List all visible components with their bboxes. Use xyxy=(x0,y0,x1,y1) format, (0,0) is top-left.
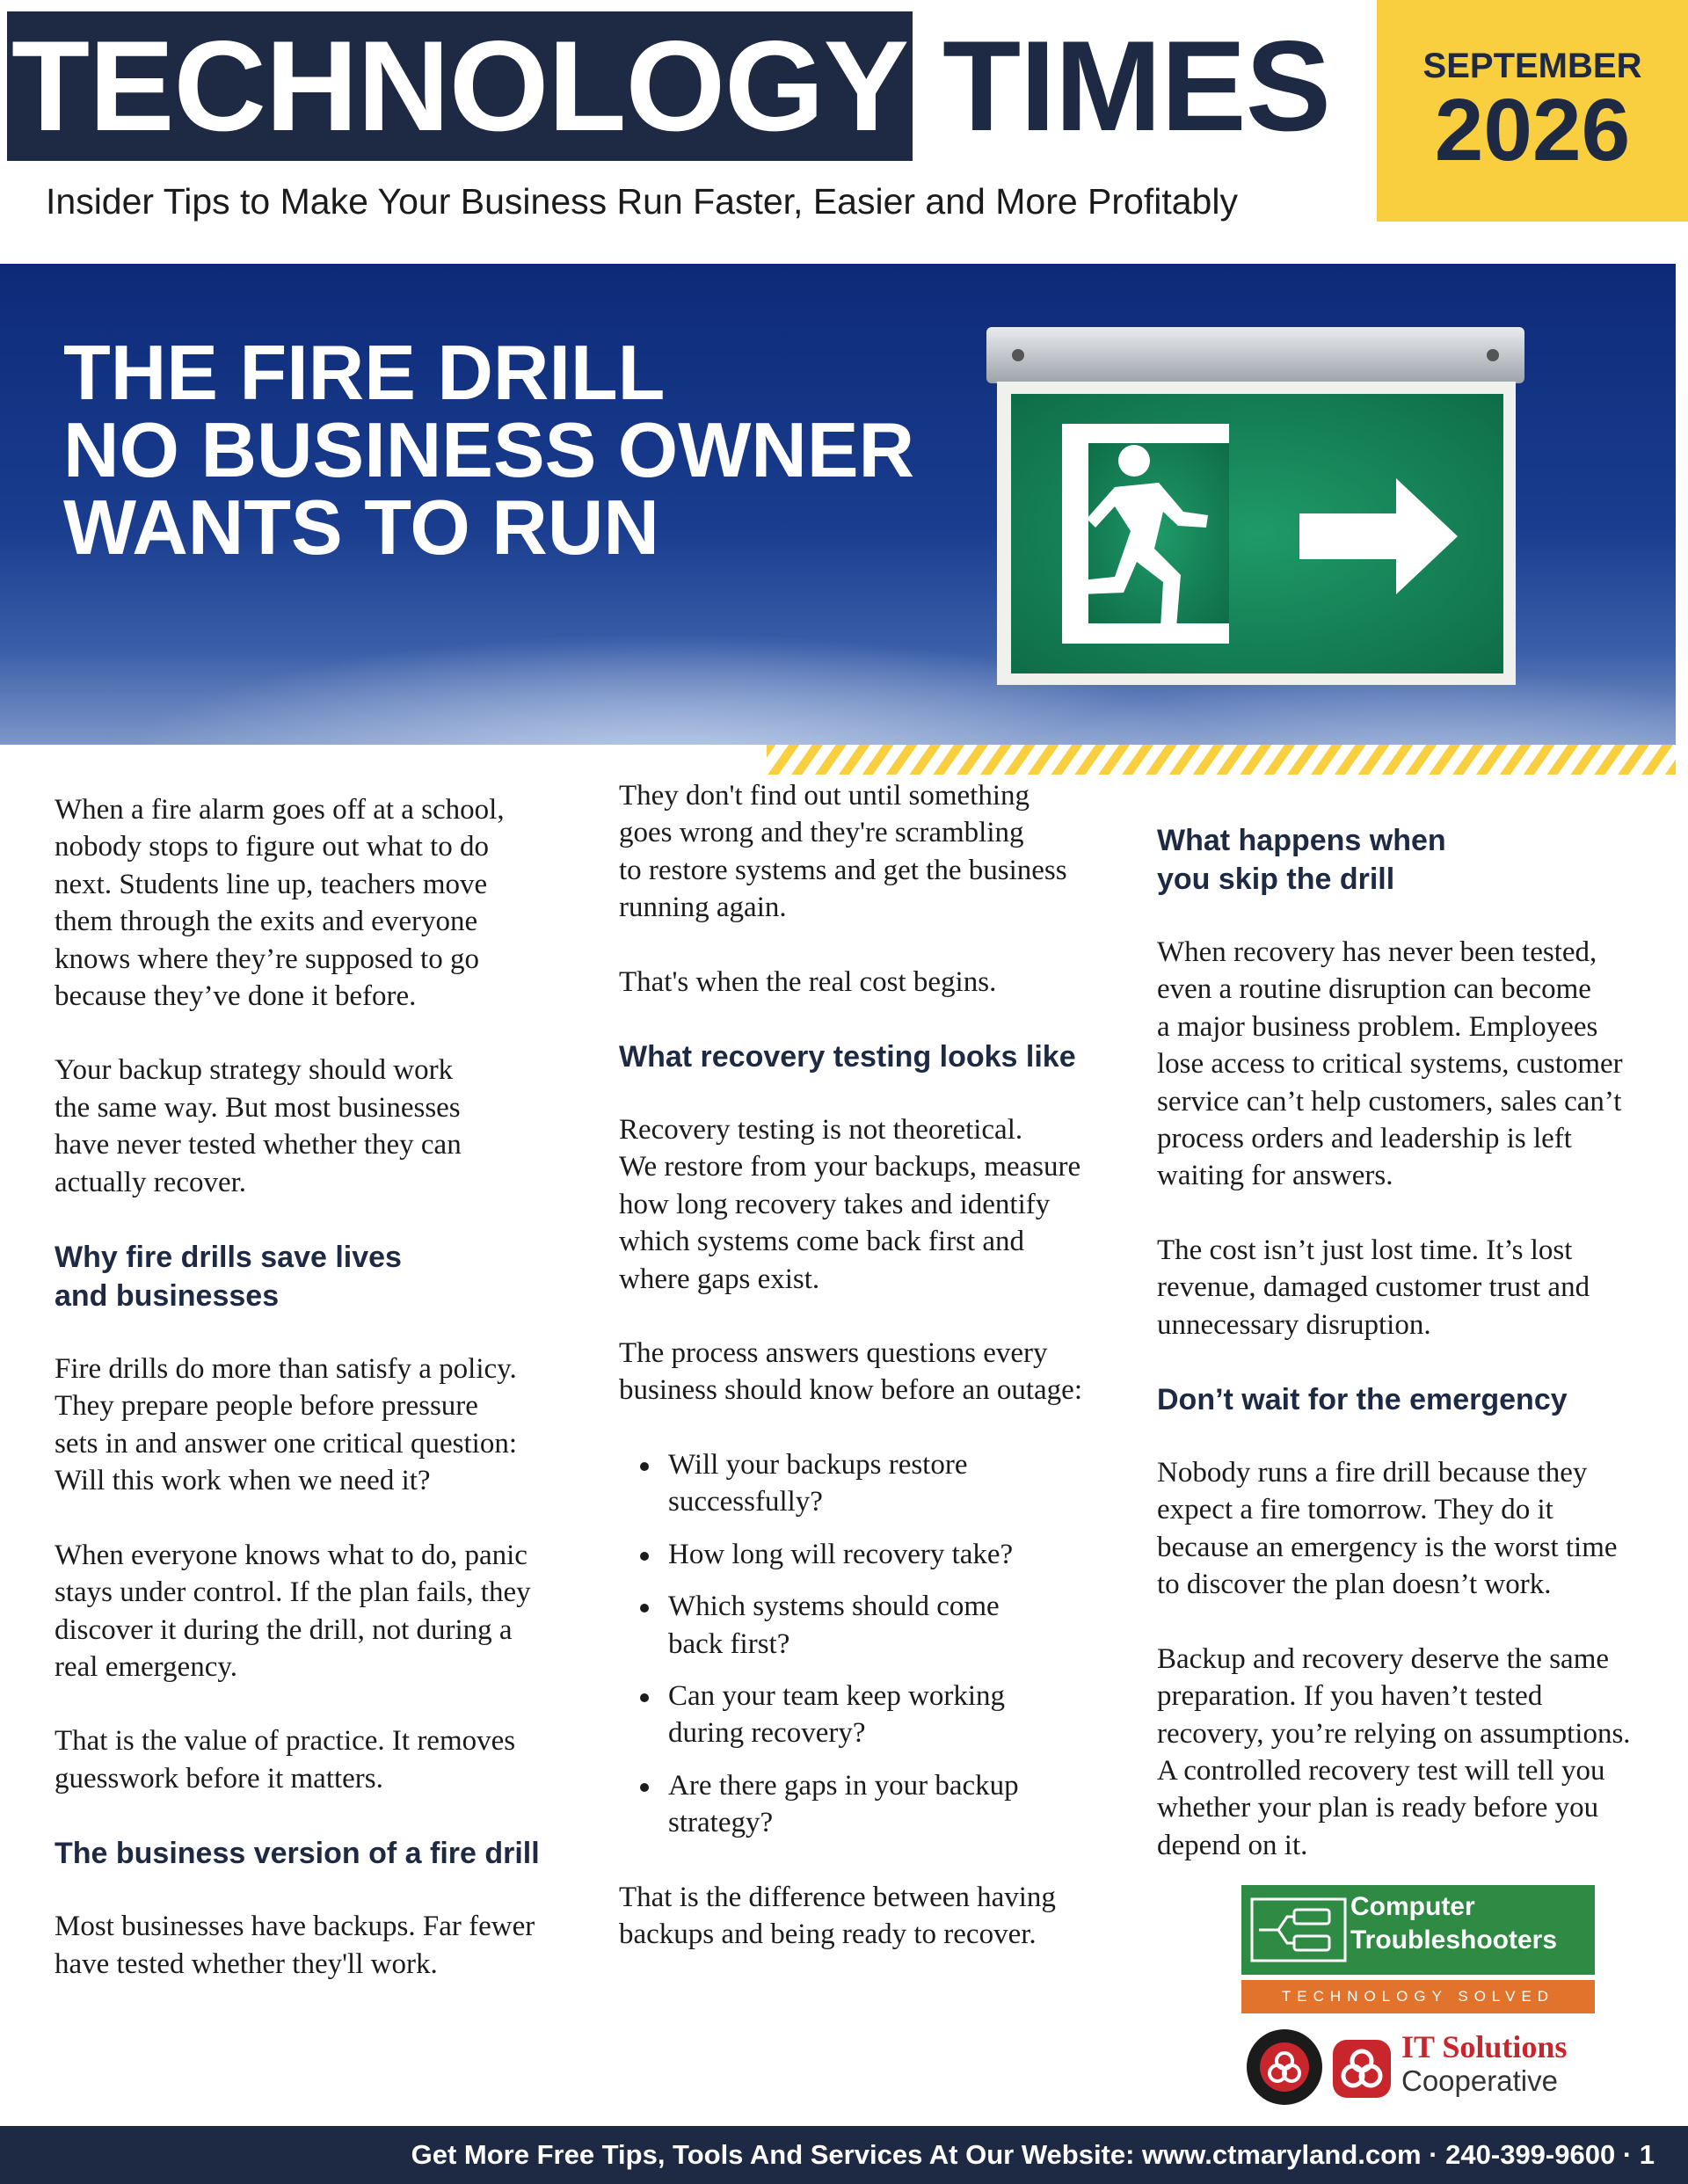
hazard-stripe-divider xyxy=(767,745,1676,775)
paragraph: Nobody runs a fire drill because they expect a fire tomorrow. They do it because an emergency is the worst time to discover the plan doesn’t work. xyxy=(1157,1457,1618,1601)
hero-banner xyxy=(0,264,1676,745)
section-heading: What recovery testing looks like xyxy=(619,1040,1076,1074)
ct-logo-name xyxy=(1350,1890,1557,1957)
bullet-item: How long will recovery take? xyxy=(619,1536,1129,1573)
masthead-title-technology: TECHNOLOGY xyxy=(7,11,913,161)
its-logo-title: IT Solutions xyxy=(1401,2029,1568,2064)
it-solutions-cooperative-logo xyxy=(1245,2022,1597,2114)
masthead-title-times: TIMES xyxy=(942,14,1331,157)
paragraph: Recovery testing is not theoretical. We restore from your backups, measure how long recovery takes and identify which systems come back first and where gaps exist. xyxy=(619,1114,1081,1295)
paragraph: When recovery has never been tested, even a routine disruption can become a major business problem. Employees lose access to critical systems, customer service can’t help customers, sales can’t process orders and leadership is left waiting for answers. xyxy=(1157,936,1623,1192)
member-seal-icon xyxy=(1245,2027,1324,2107)
footer-bar: Get More Free Tips, Tools And Services At Our Website: www.ctmaryland.com · 240-399-9600 · 1 xyxy=(0,2126,1688,2184)
ct-logo-name-line: Computer xyxy=(1350,1892,1475,1921)
issue-date-box xyxy=(1377,0,1688,222)
computer-troubleshooters-logo xyxy=(1241,1885,1595,2013)
ct-logo-name-line: Troubleshooters xyxy=(1350,1926,1558,1955)
bullet-item: Can your team keep working during recovery? xyxy=(619,1678,1129,1752)
paragraph: That is the value of practice. It removes guesswork before it matters. xyxy=(55,1725,516,1795)
paragraph: Your backup strategy should work the same way. But most businesses have never tested whether they can actually recover. xyxy=(55,1054,462,1198)
bullet-item: Are there gaps in your backup strategy? xyxy=(619,1767,1129,1842)
paragraph: That is the difference between having backups and being ready to recover. xyxy=(619,1881,1056,1950)
hero-headline xyxy=(63,329,915,571)
paragraph: The cost isn’t just lost time. It’s lost revenue, damaged customer trust and unnecessary disruption. xyxy=(1157,1234,1590,1341)
masthead-tagline: Insider Tips to Make Your Business Run Faster, Easier and More Profitably xyxy=(46,181,1238,222)
cooperative-rings-icon xyxy=(1333,2040,1391,2098)
hero-headline-line: NO BUSINESS OWNER xyxy=(63,406,915,493)
ct-logo-slogan: TECHNOLOGY SOLVED xyxy=(1241,1980,1595,2013)
paragraph: They don't find out until something goes wrong and they're scrambling to restore systems and get the business running again. xyxy=(619,780,1067,924)
ct-logo-panel xyxy=(1241,1885,1595,1975)
hero-headline-line: WANTS TO RUN xyxy=(63,484,659,571)
article-column-2 xyxy=(619,777,1129,1990)
paragraph: When a fire alarm goes off at a school, nobody stops to figure out what to do next. Students line up, teachers move them through the exits and everyone knows where they’re supposed to go because they’ve done it before. xyxy=(55,794,505,1013)
bullet-item: Which systems should come back first? xyxy=(619,1588,1129,1663)
its-logo-subtitle: Cooperative xyxy=(1401,2064,1558,2097)
paragraph: The process answers questions every business should know before an outage: xyxy=(619,1337,1082,1407)
hero-headline-line: THE FIRE DRILL xyxy=(63,329,666,416)
paragraph: Most businesses have backups. Far fewer have tested whether they'll work. xyxy=(55,1911,535,1980)
section-heading: Why fire drills save lives and businesses xyxy=(55,1241,402,1314)
circuit-plug-icon xyxy=(1248,1896,1350,1966)
section-heading: The business version of a fire drill xyxy=(55,1837,540,1871)
article-column-1 xyxy=(55,791,573,2020)
bullet-item: Will your backups restore successfully? xyxy=(619,1446,1129,1521)
issue-month: SEPTEMBER xyxy=(1422,47,1642,85)
paragraph: When everyone knows what to do, panic stays under control. If the plan fails, they discover it during the drill, not during a real emergency. xyxy=(55,1539,531,1683)
section-heading: What happens when you skip the drill xyxy=(1157,824,1446,896)
paragraph: That's when the real cost begins. xyxy=(619,965,997,998)
paragraph: Backup and recovery deserve the same preparation. If you haven’t tested recovery, you’re relying on assumptions. A controlled recovery test will tell you whether your plan is ready before you depend on it. xyxy=(1157,1642,1631,1861)
bullet-list xyxy=(619,1446,1129,1842)
emergency-exit-sign-icon xyxy=(983,320,1528,689)
section-heading: Don’t wait for the emergency xyxy=(1157,1383,1568,1417)
issue-year: 2026 xyxy=(1434,81,1631,179)
paragraph: Fire drills do more than satisfy a policy. They prepare people before pressure sets in and answer one critical question: Will this work when we need it? xyxy=(55,1353,518,1497)
article-column-3 xyxy=(1157,821,1649,1901)
